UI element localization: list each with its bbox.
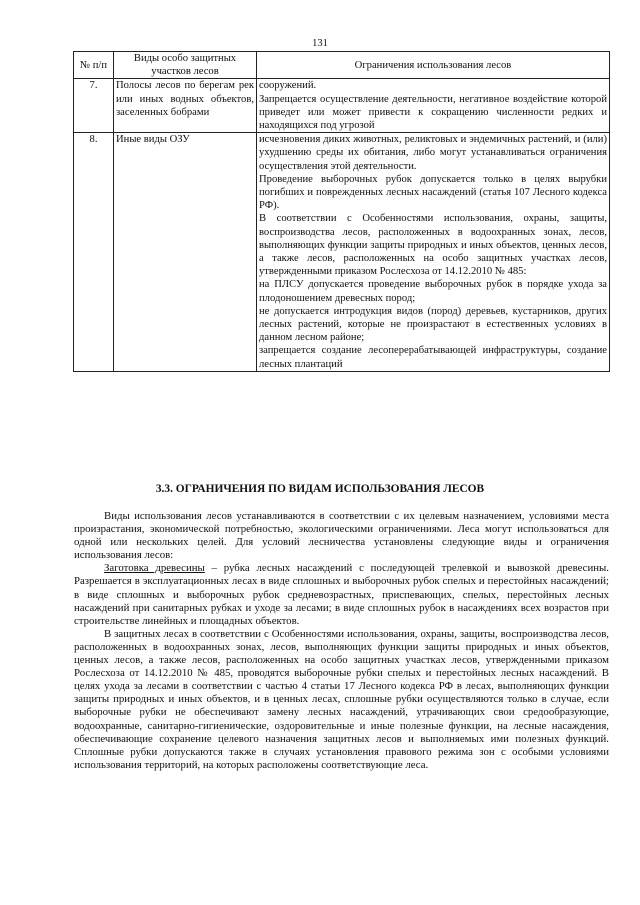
limits-paragraph: исчезновения диких животных, реликтовых и эндемичных растений, и (или) ухудшению среды их обитания, либо могут устанавливаться ограничения осуществления этой деятельности.: [259, 134, 607, 172]
limits-paragraph: на ПЛСУ допускается проведение выборочных рубок в порядке ухода за плодоношением древесных пород;: [259, 279, 607, 304]
header-num: № п/п: [74, 52, 114, 79]
limits-paragraph: не допускается интродукция видов (пород) деревьев, кустарников, других лесных растений, которые не произрастают в естественных условиях в данном лесном районе;: [259, 305, 607, 344]
limits-paragraph: сооружений.: [259, 80, 317, 92]
header-limits: Ограничения использования лесов: [257, 52, 610, 79]
body-paragraph: [74, 562, 609, 627]
table-row: [74, 133, 610, 372]
section-body: [74, 510, 609, 772]
row-limits: [257, 133, 610, 372]
term-underlined: Заготовка древесины: [104, 562, 205, 575]
limits-paragraph: запрещается создание лесоперерабатывающей инфраструктуры, создание лесных плантаций: [259, 345, 607, 370]
row-limits: [257, 79, 610, 133]
limits-paragraph: В соответствии с Особенностями использования, охраны, защиты, воспроизводства лесов, расположенных в водоохранных зонах, лесов, выполняющих функции защиты природных и иных объектов, ценных лесов, а также лесов, расположенных на особо защитных участках лесов, утвержденными приказом Рослесхоза от 14.12.2010 № 485:: [259, 213, 607, 278]
row-kind: Полосы лесов по берегам рек или иных водных объектов, заселенных бобрами: [114, 79, 257, 133]
row-kind: Иные виды ОЗУ: [114, 133, 257, 372]
term-definition: – рубка лесных насаждений с последующей трелевкой и вывозкой древесины. Разрешается в эксплуатационных лесах в виде сплошных и выборочных рубок спелых и перестойных насаждений; в виде сплошных и выборочных рубок средневозрастных, приспевающих, спелых, перестойных лесных насаждений при санитарных рубках и уходе за лесами; в виде сплошных рубок в насаждениях всех возрастов при строительстве линейных и площадных объектов.: [74, 562, 609, 627]
body-paragraph: Виды использования лесов устанавливаются в соответствии с их целевым назначением, условиями места произрастания, экономической потребностью, экологическими ограничениями. Леса могут использоваться для одной или нескольких целей. Для условий лесничества установлены следующие виды и ограничения использования лесов:: [74, 510, 609, 562]
table-header-row: [74, 52, 610, 79]
limits-paragraph: Проведение выборочных рубок допускается только в целях вырубки погибших и поврежденных лесных насаждений (статья 107 Лесного кодекса РФ).: [259, 173, 607, 212]
ozu-restrictions-table: [73, 51, 610, 372]
section-title: 3.3. ОГРАНИЧЕНИЯ ПО ВИДАМ ИСПОЛЬЗОВАНИЯ ЛЕСОВ: [155, 483, 485, 495]
row-number: 7.: [74, 79, 114, 133]
limits-paragraph: Запрещается осуществление деятельности, негативное воздействие которой приведет или может привести к сокращению численности редких и находящихся под угрозой: [259, 93, 607, 132]
header-kind: Виды особо защитных участков лесов: [114, 52, 257, 79]
table-row: [74, 79, 610, 133]
row-number: 8.: [74, 133, 114, 372]
page-number: 131: [312, 38, 328, 49]
body-paragraph: В защитных лесах в соответствии с Особенностями использования, охраны, защиты, воспроизводства лесов, расположенных в водоохранных зонах, лесов, выполняющих функции защиты природных и иных объектов, ценных лесов, а также лесов, расположенных на особо защитных участках лесов, утвержденными приказом Рослесхоза от 14.12.2010 № 485, проводятся выборочные рубки спелых и перестойных лесных насаждений. В целях ухода за лесами в соответствии с частью 4 статьи 17 Лесного кодекса РФ в лесах, выполняющих функции защиты природных и иных объектов, и в ценных лесах, сплошные рубки осуществляются только в случае, если выборочные рубки не обеспечивают замену лесных насаждений, утрачивающих свои средообразующие, водоохранные, санитарно-гигиенические, оздоровительные и иные полезные функции, на лесные насаждения, обеспечивающие сохранение целевого назначения защитных лесов и выполняемых ими полезных функций. Сплошные рубки допускаются также в случаях установления правового режима зон с особыми условиями использования территорий, на которых расположены соответствующие леса.: [74, 627, 609, 771]
